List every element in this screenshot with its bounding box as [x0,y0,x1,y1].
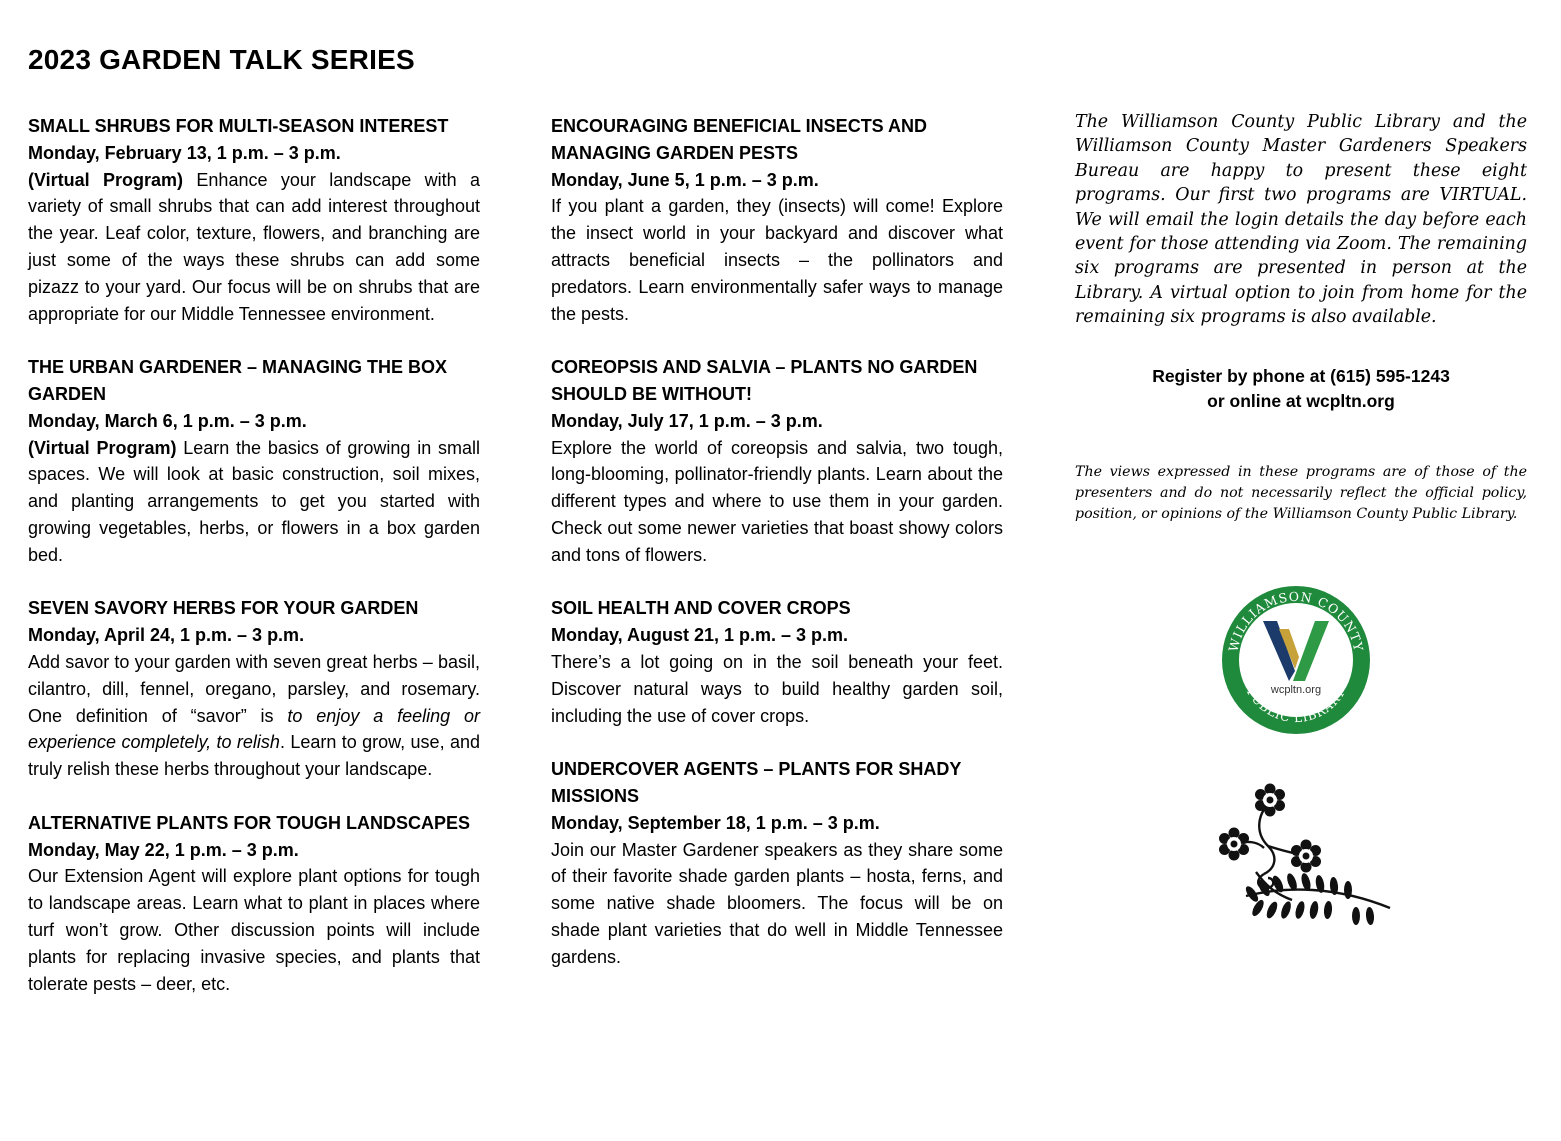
session-description: If you plant a garden, they (insects) will come! Explore the insect world in your backyard and discover what attracts beneficial insects – the pollinators and predators. Learn environmentally safer ways to manage the pests. [551,196,1003,324]
logo-ring-bottom-text: PUBLIC LIBRARY [1243,685,1349,726]
session-date: Monday, February 13, 1 p.m. – 3 p.m. [28,142,341,163]
session-description-text: Learn the basics of growing in small spaces. We will look at basic construction, soil mixes, and planting arrangements to get you started with growing vegetables, herbs, or flowers in a box garden bed. [28,437,480,565]
session-description: Join our Master Gardener speakers as they share some of their favorite shade garden plants – hosta, ferns, and some native shade bloomers. The focus will be on shade plant varieties that do well in Middle Tennessee gardens. [551,839,1003,967]
session-date: Monday, September 18, 1 p.m. – 3 p.m. [551,812,880,833]
register-online-link[interactable]: or online at wcpltn.org [1207,390,1395,411]
logo-ring-top-text: WILLIAMSON COUNTY [1225,588,1367,654]
session-description [28,649,480,783]
session-item [551,354,1003,568]
disclaimer: The views expressed in these programs are of those of the presenters and do not necessarily reflect the official policy, position, or opinions of the Williamson County Public Library. [1075,463,1527,522]
session-title: COREOPSIS AND SALVIA – PLANTS NO GARDEN SHOULD BE WITHOUT! [551,357,978,404]
session-date: Monday, April 24, 1 p.m. – 3 p.m. [28,625,305,646]
register-phone: Register by phone at (615) 595-1243 [1152,365,1450,386]
session-item [551,756,1003,970]
session-date: Monday, June 5, 1 p.m. – 3 p.m. [551,169,819,190]
definition-italic: to enjoy a feeling or experience completely, to relish [28,705,480,753]
session-description: There’s a lot going on in the soil beneath your feet. Discover natural ways to build healthy garden soil, including the use of cover crops. [551,651,1003,726]
registration-info [1075,364,1527,414]
session-item [551,113,1003,327]
session-description-text: Add savor to your garden with seven great herbs – basil, cilantro, dill, fennel, oregano, parsley, and rosemary. One definition of “savor” is [28,651,480,726]
session-item [28,595,480,783]
session-description [28,435,480,569]
session-item [28,113,480,327]
session-item [551,595,1003,729]
session-title: SMALL SHRUBS FOR MULTI-SEASON INTEREST [28,116,449,136]
column-right [1075,110,1527,525]
session-title: ALTERNATIVE PLANTS FOR TOUGH LANDSCAPES [28,812,471,833]
session-title: THE URBAN GARDENER – MANAGING THE BOX GARDEN [28,357,448,404]
floral-ornament-icon [1206,776,1398,938]
session-title: UNDERCOVER AGENTS – PLANTS FOR SHADY MISSIONS [551,759,962,806]
intro-paragraph: The Williamson County Public Library and the Williamson County Master Gardeners Speakers Bureau are happy to present these eight programs. Our first two programs are VIRTUAL. We will email the login details the day before each event for those attending via Zoom. The remaining six programs are presented in person at the Library. A virtual option to join from home for the remaining six programs is also available. [1075,112,1527,328]
session-title: SEVEN SAVORY HERBS FOR YOUR GARDEN [28,598,419,619]
session-description: Explore the world of coreopsis and salvia, two tough, long-blooming, pollinator-friendly plants. Learn about the different types and where to use them in your garden. Check out some newer varieties that boast showy colors and tons of flowers. [551,437,1003,565]
session-description-text: Enhance your landscape with a variety of small shrubs that can add interest throughout the year. Leaf color, texture, flowers, and branching are just some of the ways these shrubs can add some pizazz to your yard. Our focus will be on shrubs that are appropriate for our Middle Tennessee environment. [28,169,480,324]
column-middle [551,113,1003,997]
virtual-program-label: (Virtual Program) [28,437,177,458]
column-left [28,113,480,1024]
session-date: Monday, May 22, 1 p.m. – 3 p.m. [28,839,299,860]
page-title: 2023 GARDEN TALK SERIES [28,44,415,75]
session-item [28,354,480,568]
session-description [28,167,480,328]
logo-url: wcpltn.org [1270,684,1322,696]
session-item [28,810,480,998]
session-description-text: . Learn to grow, use, and truly relish these herbs throughout your landscape. [28,732,480,780]
session-date: Monday, August 21, 1 p.m. – 3 p.m. [551,625,849,646]
session-description: Our Extension Agent will explore plant options for tough to landscape areas. Learn what to plant in places where turf won’t grow. Other discussion points will include plants for replacing invasive species, and plants that tolerate pests – deer, etc. [28,866,480,994]
library-logo [1219,583,1373,737]
session-title: ENCOURAGING BENEFICIAL INSECTS AND MANAGING GARDEN PESTS [551,116,928,163]
session-date: Monday, March 6, 1 p.m. – 3 p.m. [28,410,307,431]
session-title: SOIL HEALTH AND COVER CROPS [551,598,851,619]
session-date: Monday, July 17, 1 p.m. – 3 p.m. [551,410,823,431]
virtual-program-label: (Virtual Program) [28,169,184,190]
